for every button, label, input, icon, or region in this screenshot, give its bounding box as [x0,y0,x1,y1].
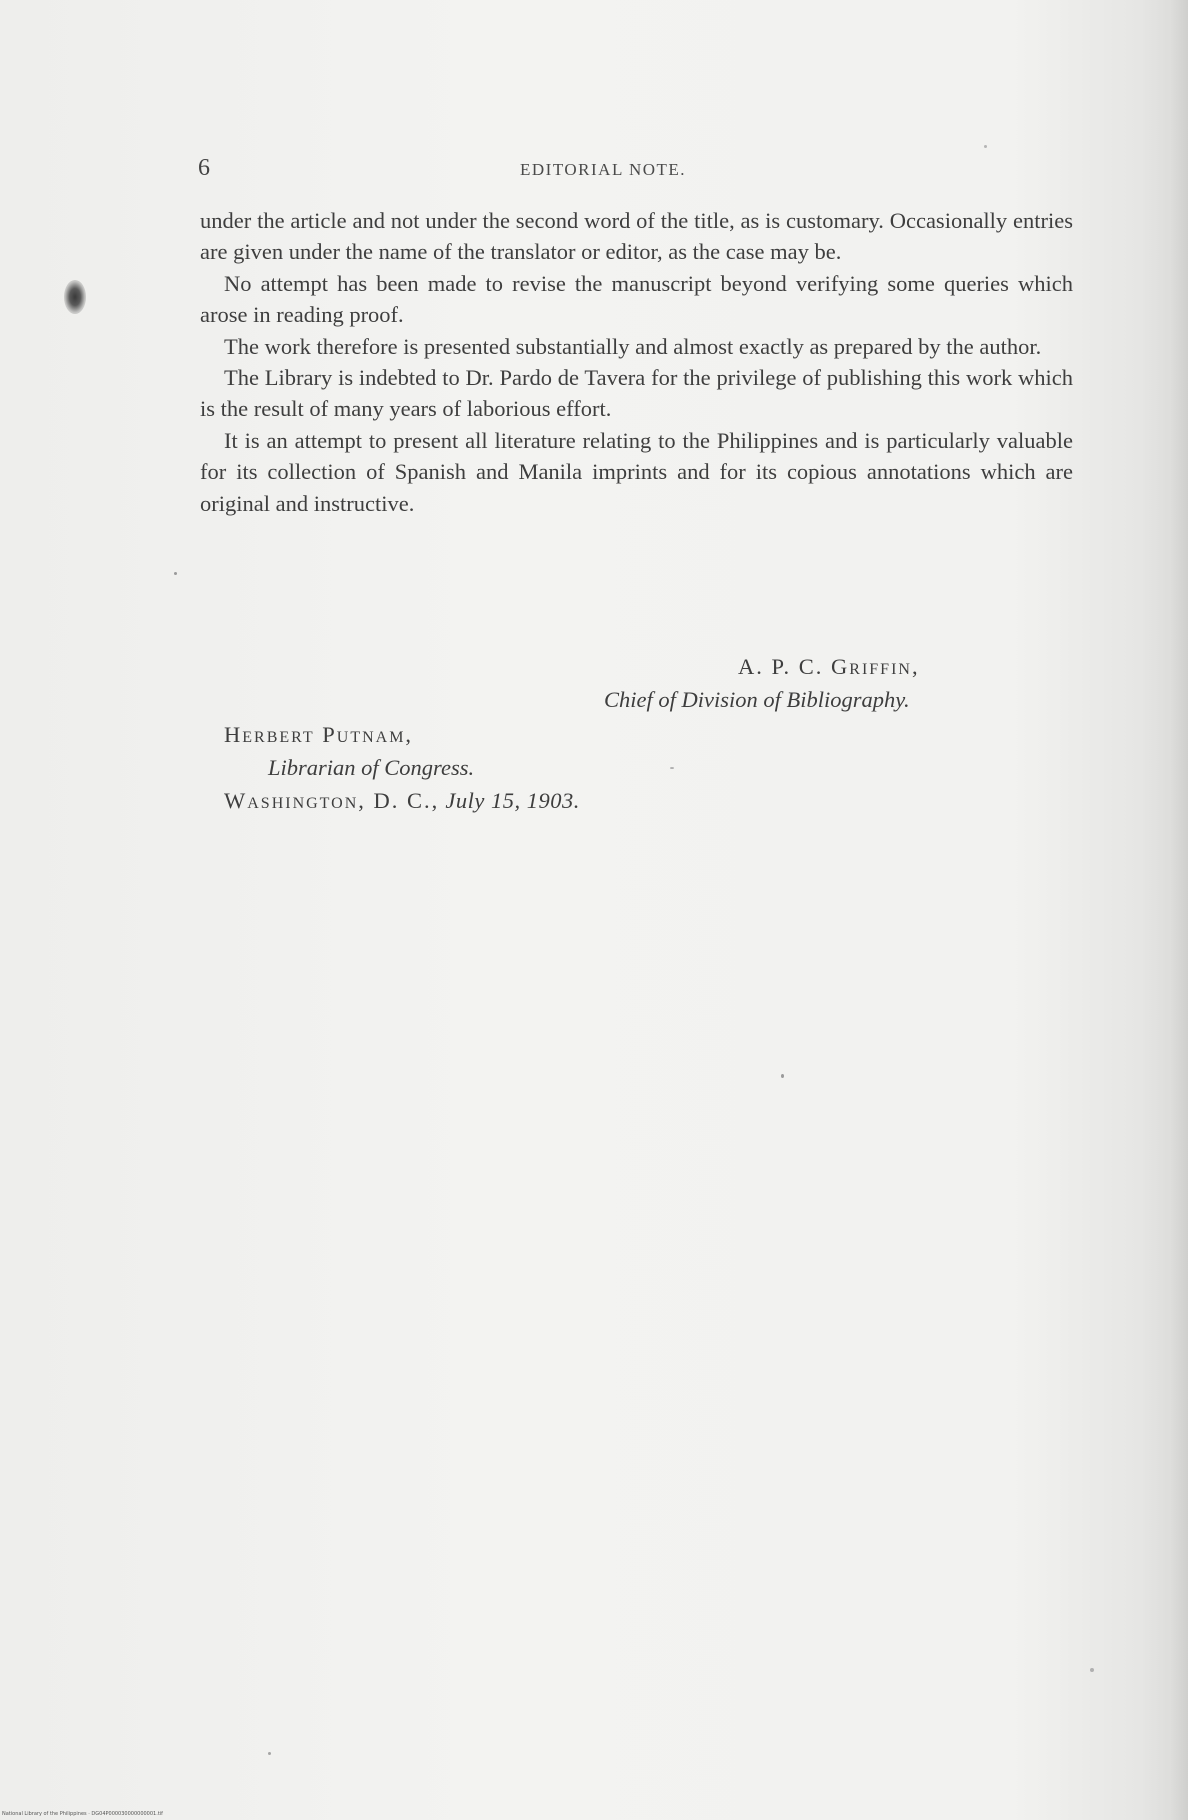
speck [781,1074,784,1078]
speck [268,1752,271,1755]
paragraph-continued: under the article and not under the second word of the title, as is customary. Occasionally entries are given under the name of the translator or editor, as the case may be. [200,208,1073,265]
signature-putnam [224,718,784,817]
signature-griffin [604,650,1074,716]
place: Washington, D. C., [224,788,440,813]
signatory-title: Librarian of Congress. [268,755,475,780]
paragraph: It is an attempt to present all literature relating to the Philippines and is particularly valuable for its collection of Spanish and Manila imprints and for its copious annotations which are original and instructive. [200,427,1073,516]
paragraph: The work therefore is presented substantially and almost exactly as prepared by the author. [224,333,1042,359]
signatory-title: Chief of Division of Bibliography. [604,687,910,712]
speck [984,145,987,148]
date: July 15, 1903. [445,788,580,813]
page-number: 6 [198,155,210,181]
scan-footer-stamp: National Library of the Philippines · DG04P000030000000001.tif [2,1811,163,1817]
running-head: EDITORIAL NOTE. [520,160,687,179]
page-edge-shadow [1170,0,1188,1820]
speck [1090,1668,1094,1672]
ink-blot [64,280,86,314]
paragraph: No attempt has been made to revise the manuscript beyond verifying some queries which arose in reading proof. [200,270,1073,328]
speck [174,572,177,575]
signatory-name: Herbert Putnam, [224,722,414,747]
page-header [198,155,1073,187]
speck [670,767,674,769]
paragraph: The Library is indebted to Dr. Pardo de Tavera for the privilege of publishing this work which is the result of many years of laborious effort. [200,365,1073,422]
signatory-name: A. P. C. Griffin, [738,654,920,679]
editorial-note-body [200,205,1073,519]
place-and-date [224,784,784,817]
